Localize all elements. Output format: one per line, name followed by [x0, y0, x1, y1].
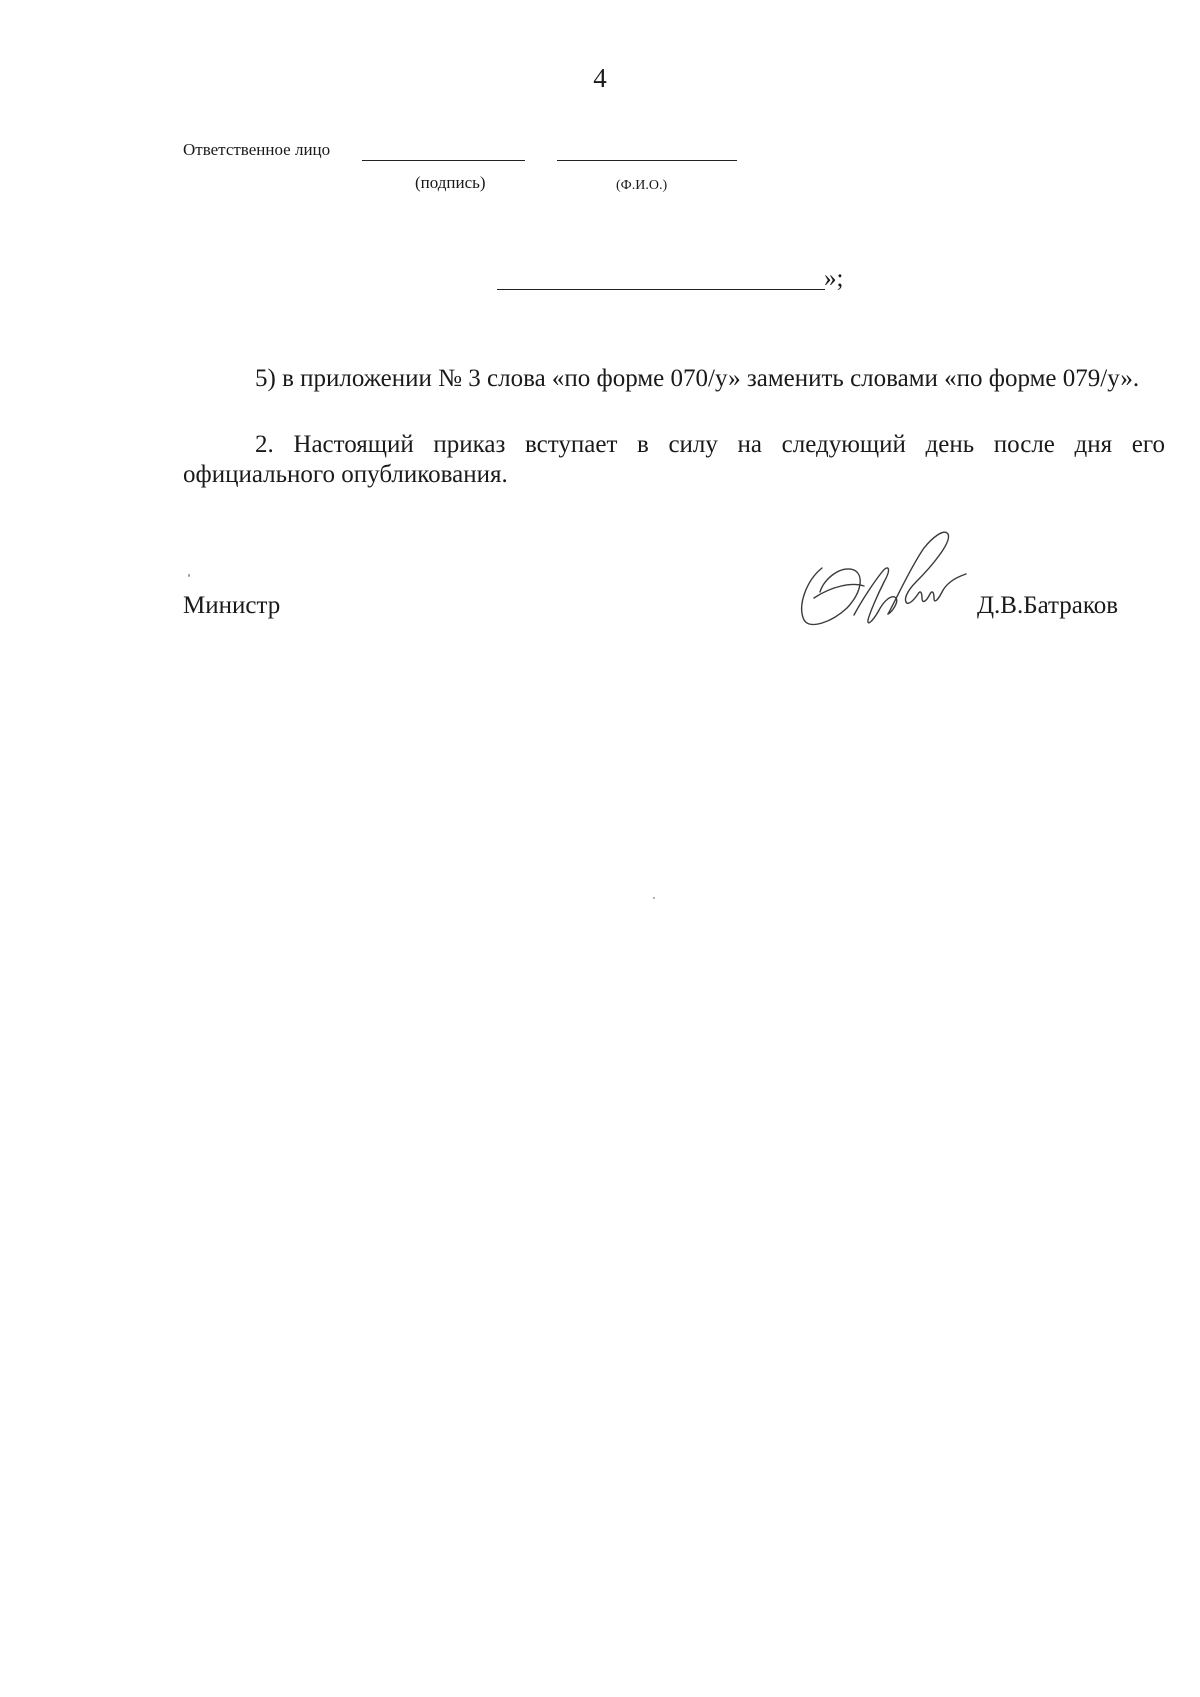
- responsible-person-label: Ответственное лицо: [183, 140, 331, 159]
- scan-speck: [653, 897, 655, 899]
- paragraph-text: 5) в приложении № 3 слова «по форме 070/у» заменить словами «по форме 079/у».: [255, 365, 1140, 392]
- signature-caption: (подпись): [415, 173, 486, 192]
- signatory-title: Министр: [183, 592, 281, 619]
- paragraph-amendment-5: [183, 364, 1165, 394]
- paragraph-effective-date: [183, 430, 1165, 490]
- closing-quote-mark: »;: [824, 265, 844, 292]
- closing-line: [497, 289, 825, 290]
- scan-speck: [188, 574, 190, 577]
- fio-line: [557, 160, 737, 161]
- paragraph-text: 2. Настоящий приказ вступает в силу на следующий день после дня его официального опубликования.: [183, 431, 1165, 488]
- signatory-name: Д.В.Батраков: [977, 592, 1119, 619]
- handwritten-signature: [792, 520, 992, 640]
- page-number: 4: [593, 63, 607, 93]
- fio-caption: (Ф.И.О.): [616, 178, 668, 193]
- signature-line: [362, 160, 525, 161]
